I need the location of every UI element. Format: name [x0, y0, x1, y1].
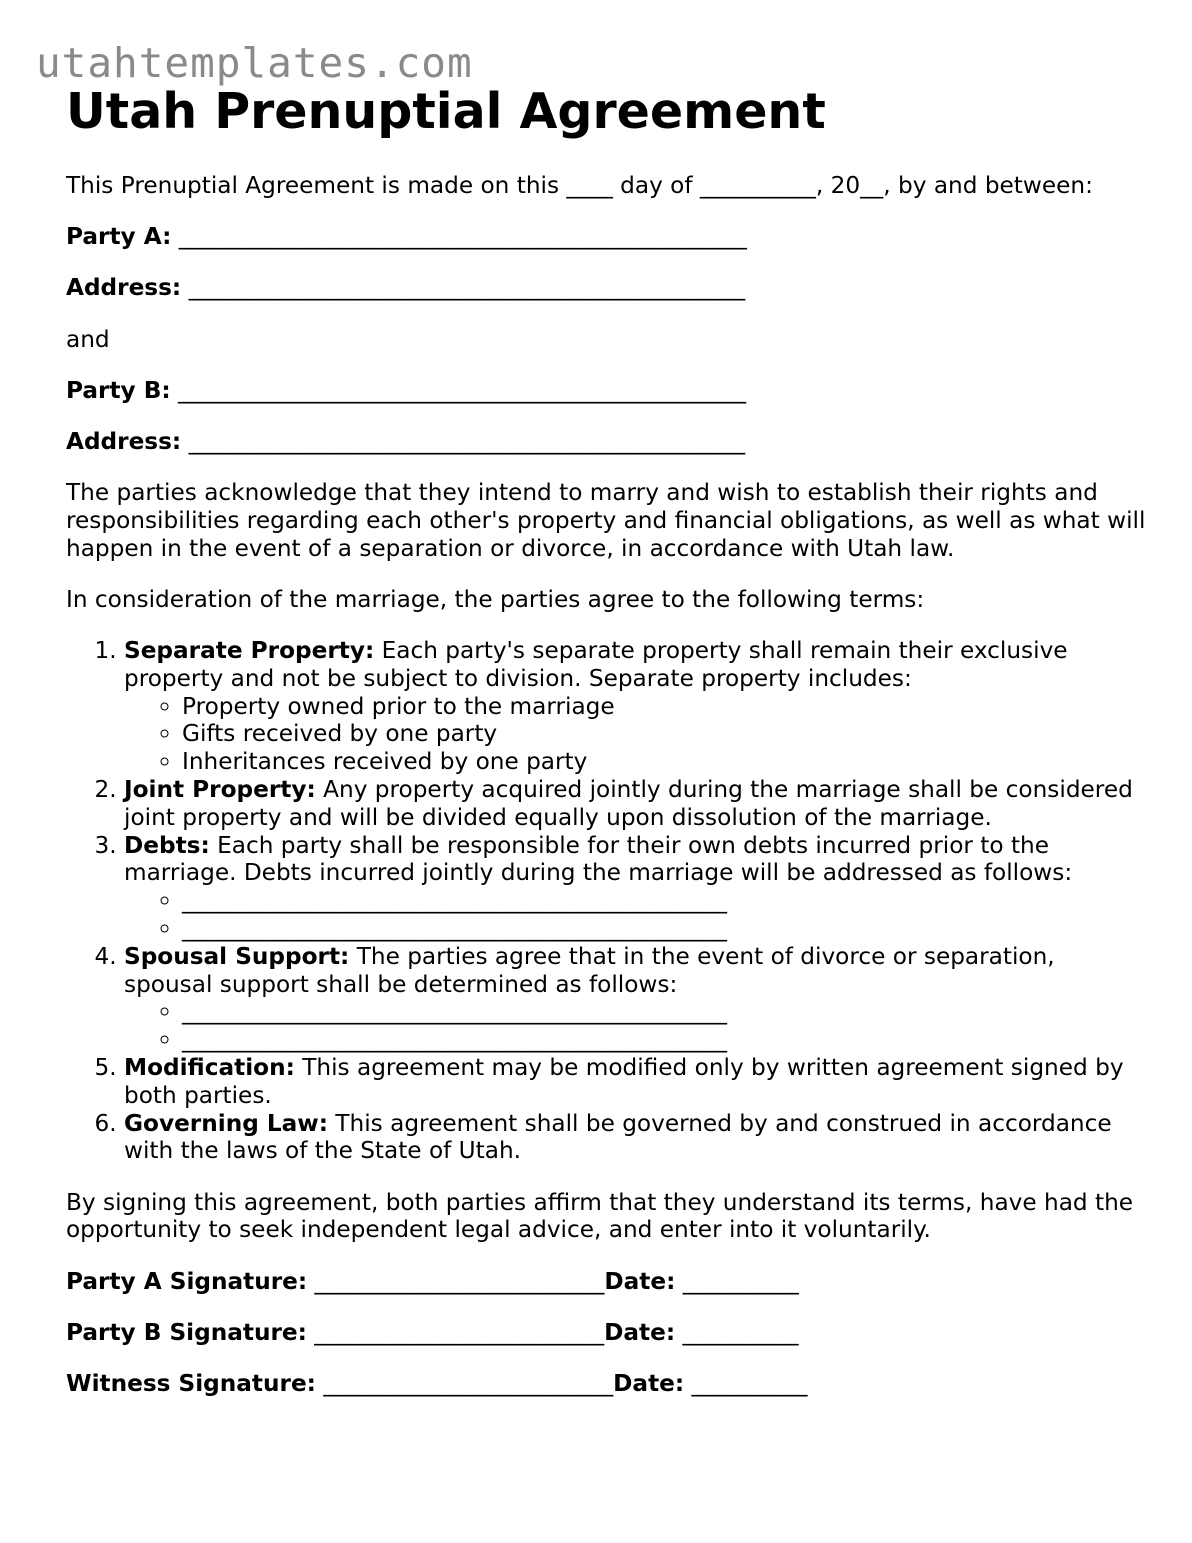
- date-label: Date:: [604, 1267, 676, 1295]
- term-joint-property: [124, 776, 1146, 832]
- term-modification: [124, 1054, 1146, 1110]
- term-text: This agreement shall be governed by and construed in accordance with the laws of the State of Utah.: [124, 1109, 1112, 1165]
- term-separate-property: [124, 637, 1146, 776]
- term-text: Any property acquired jointly during the marriage shall be considered joint property and will be divided equally upon dissolution of the marriage.: [124, 776, 1133, 831]
- term-heading: Spousal Support:: [124, 942, 350, 970]
- party-b-address-label: Address:: [66, 427, 182, 455]
- affirmation-paragraph: By signing this agreement, both parties affirm that they understand its terms, have had the opportunity to seek independent legal advice, and enter into it voluntarily.: [66, 1188, 1134, 1244]
- term-text: Each party shall be responsible for their own debts incurred prior to the marriage. Debts incurred jointly during the marriage will be addressed as follows:: [124, 831, 1073, 887]
- term-debts: [124, 832, 1146, 943]
- agreement-body: [66, 172, 1146, 1421]
- signature-line-party-a: [66, 1268, 1146, 1296]
- intro-line: This Prenuptial Agreement is made on this ____ day of __________, 20__, by and between:: [66, 172, 1093, 199]
- debts-blank-field[interactable]: ◦ _______________________________________________: [182, 915, 1146, 943]
- date-field[interactable]: __________: [675, 1267, 799, 1295]
- party-b-address-line: [66, 428, 1146, 456]
- watermark-text: utahtemplates.com: [36, 39, 473, 87]
- document-title: Utah Prenuptial Agreement: [66, 83, 826, 140]
- consideration-paragraph: In consideration of the marriage, the parties agree to the following terms:: [66, 585, 925, 613]
- signature-line-party-b: [66, 1319, 1146, 1347]
- spousal-support-blank-field[interactable]: ◦ _______________________________________________: [182, 998, 1146, 1026]
- term-text: This agreement may be modified only by written agreement signed by both parties.: [124, 1054, 1124, 1109]
- date-field[interactable]: __________: [675, 1318, 799, 1346]
- term-spousal-support: [124, 943, 1146, 1054]
- party-b-line: [66, 377, 1146, 405]
- date-label: Date:: [604, 1318, 676, 1346]
- party-b-address-field[interactable]: ________________________________________________: [188, 427, 746, 455]
- date-label: Date:: [613, 1369, 685, 1397]
- debts-blank-field[interactable]: ◦ _______________________________________________: [182, 887, 1146, 915]
- party-a-address-label: Address:: [66, 274, 182, 302]
- and-text: and: [66, 325, 110, 353]
- term-text: Each party's separate property shall remain their exclusive property and not be subject to division. Separate property includes:: [124, 637, 1068, 692]
- party-a-address-line: [66, 274, 1146, 302]
- signature-label: Party A Signature:: [66, 1267, 308, 1295]
- party-a-line: [66, 223, 1146, 251]
- term-heading: Joint Property:: [124, 776, 316, 804]
- list-item: ◦ Property owned prior to the marriage: [182, 693, 1146, 721]
- signature-field[interactable]: _________________________: [307, 1267, 605, 1295]
- signature-line-witness: [66, 1370, 1146, 1398]
- spousal-support-list: [124, 998, 1146, 1054]
- term-heading: Modification:: [124, 1054, 295, 1082]
- signature-label: Witness Signature:: [66, 1369, 316, 1397]
- list-item: ◦ Gifts received by one party: [182, 720, 1146, 748]
- term-text: The parties agree that in the event of divorce or separation, spousal support shall be determined as follows:: [124, 942, 1055, 998]
- acknowledgement-paragraph: The parties acknowledge that they intend to marry and wish to establish their rights and responsibilities regarding each other's property and financial obligations, as well as what will happen in the event of a separation or divorce, in accordance with Utah law.: [66, 479, 1146, 562]
- terms-list: [66, 637, 1146, 1165]
- separate-property-list: [124, 693, 1146, 776]
- party-b-label: Party B:: [66, 376, 171, 404]
- term-governing-law: [124, 1110, 1146, 1166]
- signature-field[interactable]: _________________________: [306, 1318, 605, 1346]
- party-a-address-field[interactable]: ________________________________________________: [188, 274, 746, 302]
- signature-label: Party B Signature:: [66, 1318, 307, 1346]
- signature-field[interactable]: _________________________: [315, 1369, 614, 1397]
- debts-list: [124, 887, 1146, 943]
- spousal-support-blank-field[interactable]: ◦ _______________________________________________: [182, 1026, 1146, 1054]
- term-heading: Separate Property:: [124, 637, 375, 665]
- party-a-name-field[interactable]: _________________________________________________: [178, 223, 747, 251]
- date-field[interactable]: __________: [684, 1369, 808, 1397]
- term-heading: Debts:: [124, 831, 210, 859]
- term-heading: Governing Law:: [124, 1109, 328, 1137]
- list-item: ◦ Inheritances received by one party: [182, 748, 1146, 776]
- party-a-label: Party A:: [66, 223, 172, 251]
- party-b-name-field[interactable]: _________________________________________________: [178, 376, 747, 404]
